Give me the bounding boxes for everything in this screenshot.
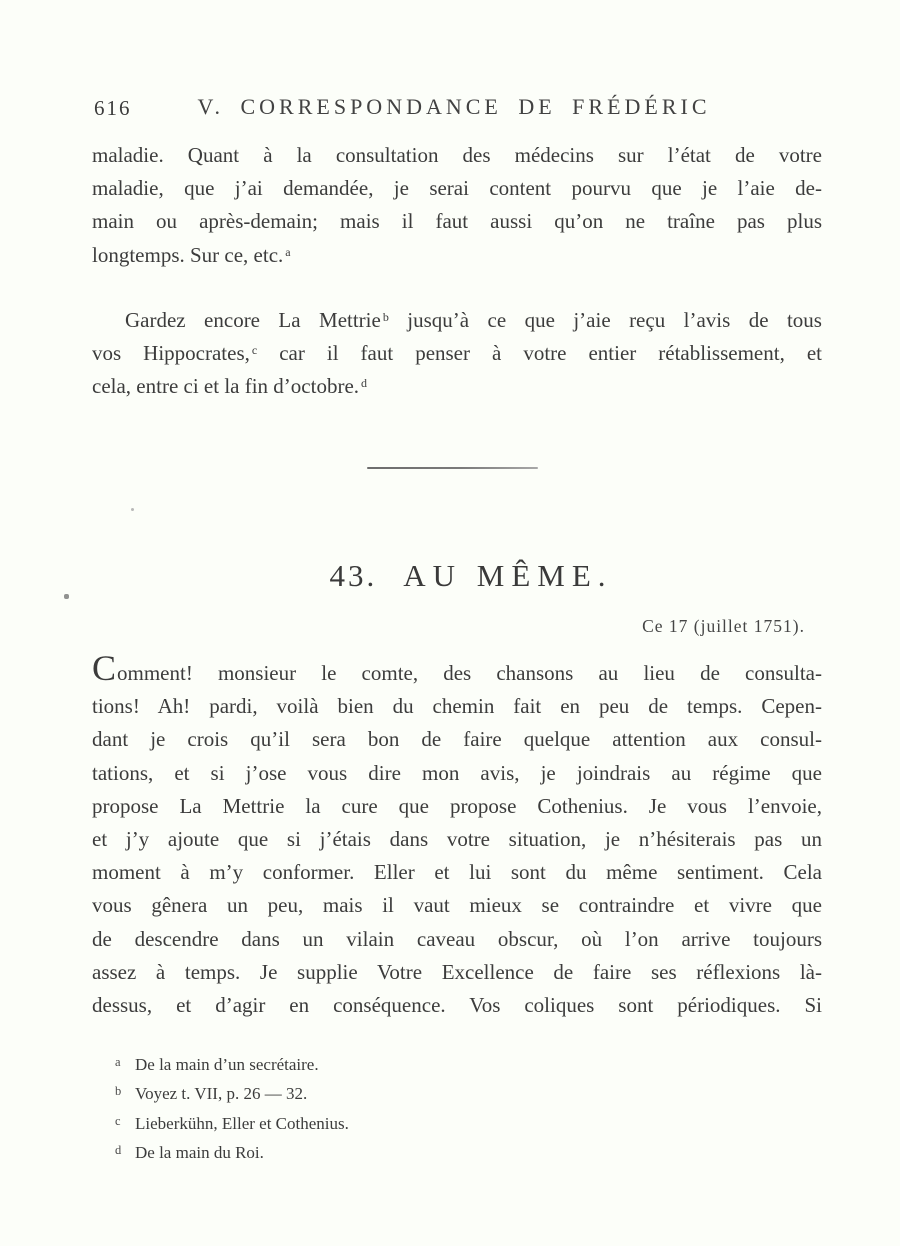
text-line: tions! Ah! pardi, voilà bien du chemin fait en peu de temps. Cepen- bbox=[92, 694, 822, 719]
text-line: vos Hippocrates, $^c$ car il faut penser à votre entier rétablissement, et bbox=[92, 341, 822, 366]
text-line: longtemps. Sur ce, etc. $^a$ bbox=[92, 242, 291, 267]
footnote-marker: c bbox=[115, 1113, 121, 1128]
text-line: dessus, et d’agir en conséquence. Vos coliques sont périodiques. Si bbox=[92, 993, 822, 1018]
text-line: de descendre dans un vilain caveau obscur, où l’on arrive toujours bbox=[92, 926, 822, 951]
enlarged-initial: C bbox=[92, 648, 118, 688]
letter-42-paragraph-1 bbox=[92, 139, 822, 272]
text-line: moment à m’y conformer. Eller et lui sont du même sentiment. Cela bbox=[92, 860, 822, 885]
text-line: propose La Mettrie la cure que propose Cothenius. Je vous l’envoie, bbox=[92, 793, 822, 818]
text-line: omment! monsieur le comte, des chansons au lieu de consulta- bbox=[117, 661, 822, 685]
section-heading bbox=[92, 556, 836, 596]
text-line: dant je crois qu’il sera bon de faire quelque attention aux consul- bbox=[92, 727, 822, 752]
footnote-marker: d bbox=[115, 1142, 122, 1157]
section-number: 43. bbox=[329, 558, 378, 593]
running-title: V. CORRESPONDANCE DE FRÉDÉRIC bbox=[197, 94, 711, 119]
text-line: maladie, que j’ai demandée, je serai content pourvu que je l’aie de- bbox=[92, 176, 822, 201]
text-line: assez à temps. Je supplie Votre Excellence de faire ses réflexions là- bbox=[92, 959, 822, 984]
footnote-item bbox=[92, 1137, 822, 1166]
running-header bbox=[92, 94, 822, 120]
dateline: Ce 17 (juillet 1751). bbox=[642, 616, 805, 636]
footnote-text: De la main du Roi. bbox=[135, 1142, 264, 1162]
text-line-with-initial bbox=[92, 648, 822, 690]
footnote-text: Lieberkühn, Eller et Cothenius. bbox=[135, 1113, 349, 1133]
footnote-item bbox=[92, 1078, 822, 1107]
footnote-text: De la main d’un secrétaire. bbox=[135, 1055, 319, 1074]
footnote-item bbox=[92, 1049, 822, 1078]
text-line: tations, et si j’ose vous dire mon avis, je joindrais au régime que bbox=[92, 760, 822, 785]
scan-dust-speck bbox=[131, 508, 134, 511]
page-number: 616 bbox=[94, 96, 132, 120]
letter-42-paragraph-2 bbox=[92, 304, 822, 404]
section-title: AU MÊME. bbox=[403, 558, 613, 593]
footnotes-block bbox=[92, 1049, 822, 1166]
text-line: vous gênera un peu, mais il vaut mieux se contraindre et vivre que bbox=[92, 893, 822, 918]
footnote-marker: a bbox=[115, 1055, 121, 1069]
text-line: et j’y ajoute que si j’étais dans votre situation, je n’hésiterais pas un bbox=[92, 827, 822, 852]
section-divider-rule bbox=[367, 467, 538, 469]
letter-43-body bbox=[92, 648, 822, 1022]
footnote-text: Voyez t. VII, p. 26 — 32. bbox=[135, 1084, 308, 1104]
text-line: main ou après-demain; mais il faut aussi qu’on ne traîne pas plus bbox=[92, 209, 822, 234]
text-line: maladie. Quant à la consultation des médecins sur l’état de votre bbox=[92, 143, 822, 167]
text-line: Gardez encore La Mettrie $^b$ jusqu’à ce que j’aie reçu l’avis de tous bbox=[125, 308, 822, 332]
scan-dust-speck bbox=[64, 594, 69, 599]
footnote-item bbox=[92, 1108, 822, 1137]
footnote-marker: b bbox=[115, 1084, 122, 1099]
text-line: cela, entre ci et la fin d’octobre. $^d$ bbox=[92, 374, 368, 399]
